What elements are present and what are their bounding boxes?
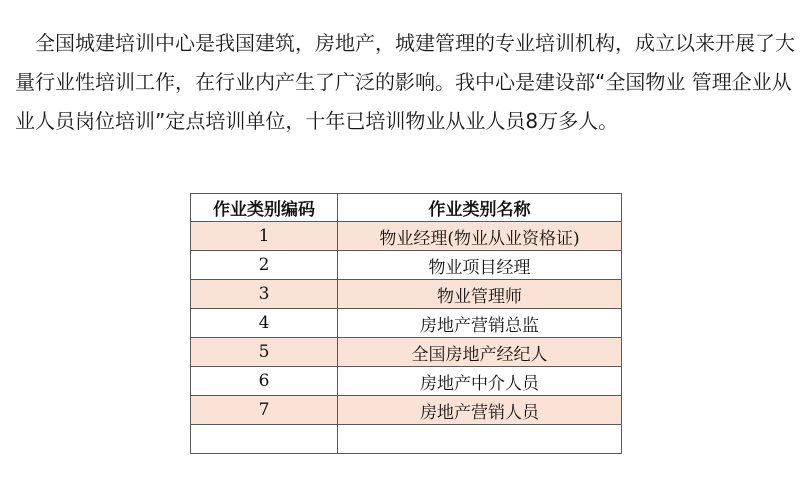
table-row (191, 222, 622, 251)
table-row (191, 251, 622, 280)
table-row (191, 280, 622, 309)
table-row (191, 367, 622, 396)
category-name-cell (338, 425, 622, 454)
paragraph-line: 量行业性培训工作，在行业内产生了广泛的影响。我中心是建设部“全国物业 管理企业从 (15, 70, 792, 94)
category-code-cell: 4 (191, 309, 338, 338)
category-code-cell: 2 (191, 251, 338, 280)
table-row-empty (191, 425, 622, 454)
intro-paragraph (15, 24, 793, 141)
category-name-cell: 房地产营销人员 (338, 396, 622, 425)
category-name-cell: 房地产营销总监 (338, 309, 622, 338)
category-code-cell: 3 (191, 280, 338, 309)
category-code-cell: 1 (191, 222, 338, 251)
category-code-cell: 7 (191, 396, 338, 425)
table-row (191, 338, 622, 367)
job-category-table-wrapper (190, 193, 622, 454)
category-name-cell: 房地产中介人员 (338, 367, 622, 396)
paragraph-line: 业人员岗位培训”定点培训单位，十年已培训物业从业人员8万多人。 (15, 109, 619, 133)
header-category-name: 作业类别名称 (338, 194, 622, 222)
paragraph-line: 全国城建培训中心是我国建筑，房地产，城建管理的专业培训机构，成立以来开展了大 (35, 31, 795, 55)
table-header-row (191, 194, 622, 222)
category-code-cell (191, 425, 338, 454)
category-name-cell: 全国房地产经纪人 (338, 338, 622, 367)
category-name-cell: 物业管理师 (338, 280, 622, 309)
job-category-table (190, 193, 622, 454)
category-name-cell: 物业项目经理 (338, 251, 622, 280)
header-category-code: 作业类别编码 (191, 194, 338, 222)
category-code-cell: 6 (191, 367, 338, 396)
table-row (191, 396, 622, 425)
category-name-cell: 物业经理(物业从业资格证) (338, 222, 622, 251)
category-code-cell: 5 (191, 338, 338, 367)
table-row (191, 309, 622, 338)
